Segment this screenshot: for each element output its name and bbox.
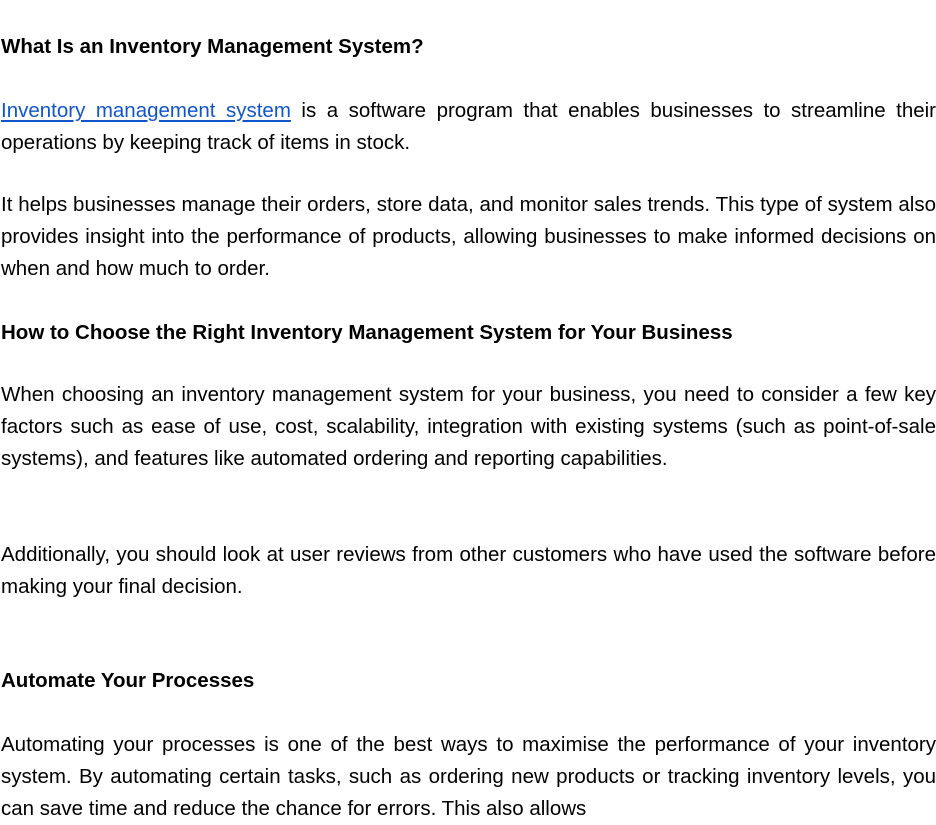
paragraph-ims-benefits: It helps businesses manage their orders, store data, and monitor sales trends. This type of system also provides insight into the performance of products, allowing businesses to make informed decisions on when and how much to order. (1, 193, 936, 280)
paragraph-ims-definition-text: is a software program that enables businesses to streamline their operations by keeping track of items in stock. (1, 99, 936, 154)
paragraph-ims-definition (1, 95, 936, 159)
paragraph-automation: Automating your processes is one of the best ways to maximise the performance of your inventory system. By automating certain tasks, such as ordering new products or tracking inventory levels, you can save time and reduce the chance for errors. This also allows (1, 733, 936, 820)
section-heading-automate: Automate Your Processes (1, 669, 255, 692)
section-heading-what-is-ims: What Is an Inventory Management System? (1, 35, 424, 58)
paragraph-user-reviews: Additionally, you should look at user reviews from other customers who have used the software before making your final decision. (1, 543, 936, 598)
section-heading-how-to-choose: How to Choose the Right Inventory Management System for Your Business (1, 321, 733, 344)
inventory-management-system-link[interactable]: Inventory management system (1, 99, 291, 122)
paragraph-key-factors: When choosing an inventory management system for your business, you need to consider a few key factors such as ease of use, cost, scalability, integration with existing systems (such as point-of-sale systems), and features like automated ordering and reporting capabilities. (1, 383, 936, 470)
